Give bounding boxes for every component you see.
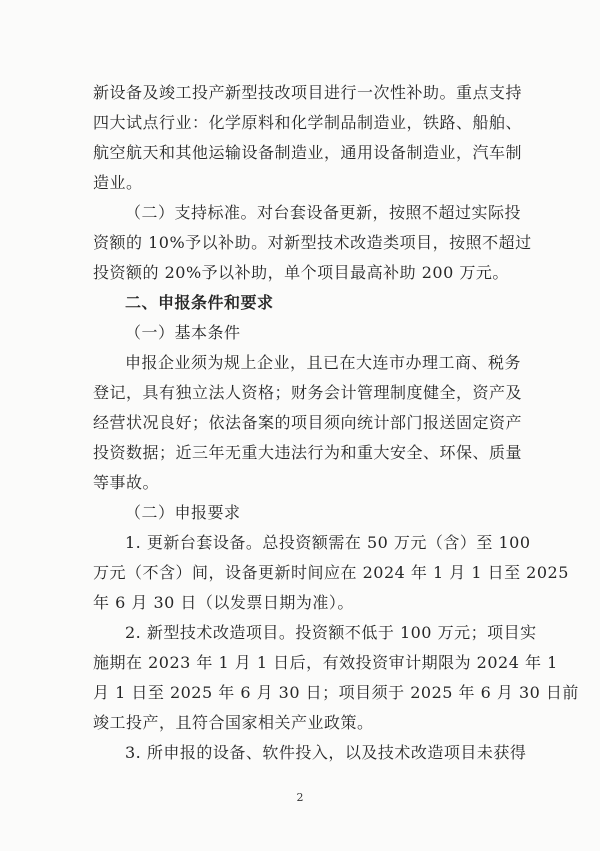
- paragraph-line: 等事故。: [93, 473, 160, 492]
- paragraph-line: 资额的 10%予以补助。对新型技术改造类项目，按照不超过: [93, 233, 532, 252]
- paragraph-line: 四大试点行业：化学原料和化学制品制造业，铁路、船舶、: [93, 113, 523, 132]
- paragraph-line: 2. 新型技术改造项目。投资额不低于 100 万元；项目实: [125, 623, 537, 642]
- paragraph-line: 3. 所申报的设备、软件投入，以及技术改造项目未获得: [125, 743, 527, 762]
- paragraph-line: 投资数据；近三年无重大违法行为和重大安全、环保、质量: [93, 443, 523, 462]
- subsection-heading: （一）基本条件: [125, 323, 241, 342]
- document-body: [93, 78, 579, 768]
- section-heading: 二、申报条件和要求: [125, 293, 274, 312]
- paragraph-line: （二）支持标准。对台套设备更新，按照不超过实际投: [125, 203, 522, 222]
- paragraph-line: 经营状况良好；依法备案的项目须向统计部门报送固定资产: [93, 413, 523, 432]
- paragraph-line: 投资额的 20%予以补助，单个项目最高补助 200 万元。: [93, 263, 509, 282]
- paragraph-line: 竣工投产，且符合国家相关产业政策。: [93, 713, 374, 732]
- paragraph-line: 申报企业须为规上企业，且已在大连市办理工商、税务: [125, 353, 522, 372]
- paragraph-line: 航空航天和其他运输设备制造业，通用设备制造业，汽车制: [93, 143, 523, 162]
- paragraph-line: 造业。: [93, 173, 143, 192]
- page-number: 2: [296, 791, 304, 804]
- subsection-heading: （二）申报要求: [125, 503, 241, 522]
- paragraph-line: 月 1 日至 2025 年 6 月 30 日；项目须于 2025 年 6 月 30 日前: [93, 683, 579, 702]
- paragraph-line: 年 6 月 30 日（以发票日期为准）。: [93, 593, 354, 612]
- paragraph-line: 登记，具有独立法人资格；财务会计管理制度健全，资产及: [93, 383, 523, 402]
- paragraph-line: 施期在 2023 年 1 月 1 日后，有效投资审计期限为 2024 年 1: [93, 653, 558, 672]
- paragraph-line: 1. 更新台套设备。总投资额需在 50 万元（含）至 100: [125, 533, 531, 552]
- paragraph-line: 新设备及竣工投产新型技改项目进行一次性补助。重点支持: [93, 83, 523, 102]
- paragraph-line: 万元（不含）间，设备更新时间应在 2024 年 1 月 1 日至 2025: [93, 563, 569, 582]
